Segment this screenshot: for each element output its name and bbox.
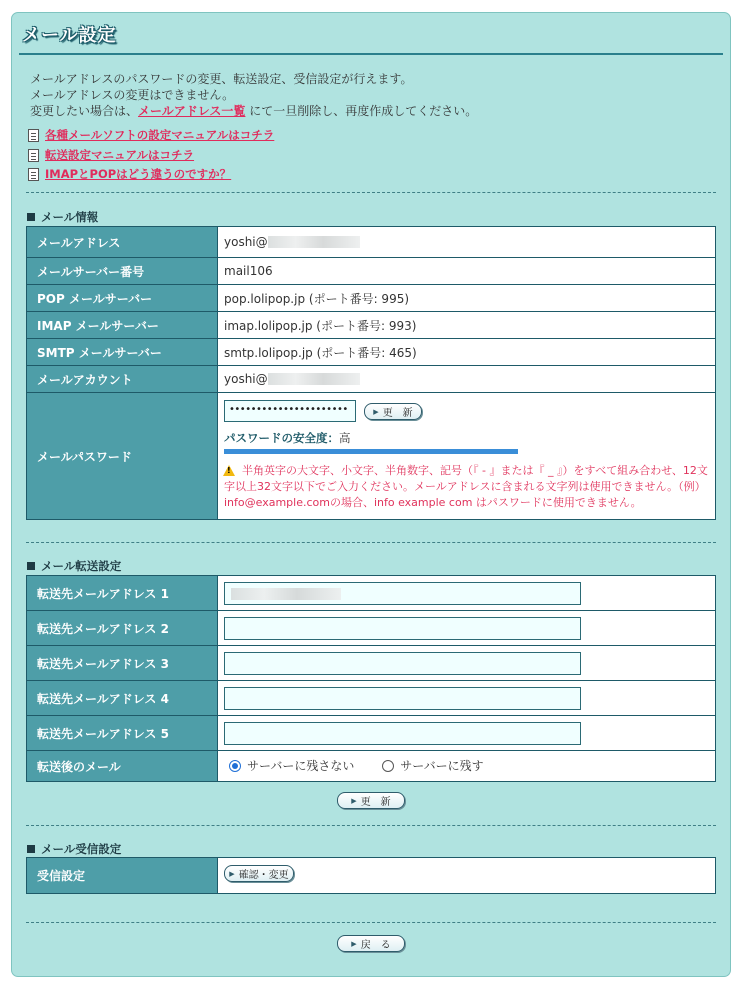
redacted-address	[231, 588, 341, 600]
forward-address-3-cell	[218, 646, 716, 681]
play-arrow-icon: ▶	[351, 939, 357, 948]
after-forward-options	[218, 751, 716, 782]
table-row	[27, 858, 716, 894]
forward-address-1-cell	[218, 576, 716, 611]
radio-empty-icon	[382, 760, 394, 772]
table-row	[27, 751, 716, 782]
section-divider	[26, 922, 716, 923]
intro-line-3	[30, 103, 477, 119]
forward-address-3-input[interactable]	[224, 652, 581, 675]
forward-address-4-cell	[218, 681, 716, 716]
mail-account-text: yoshi@	[224, 372, 268, 386]
square-bullet-icon	[27, 213, 35, 221]
table-row	[27, 681, 716, 716]
radio-keep[interactable]	[382, 757, 483, 774]
back-button[interactable]	[337, 935, 405, 952]
mail-info-heading	[27, 209, 98, 225]
password-input[interactable]: ••••••••••••••••••••••	[224, 400, 356, 422]
mail-account-label: メールアカウント	[27, 366, 218, 393]
table-row	[27, 576, 716, 611]
password-strength	[224, 430, 351, 446]
mail-address-list-link[interactable]: メールアドレス一覧	[138, 104, 246, 118]
table-row	[27, 646, 716, 681]
table-row	[27, 339, 716, 366]
imap-server-label: IMAP メールサーバー	[27, 312, 218, 339]
confirm-change-label: 確認・変更	[238, 870, 289, 881]
play-arrow-icon: ▶	[351, 796, 357, 805]
intro-line-3-post: にて一旦削除し、再度作成してください。	[245, 104, 478, 118]
intro-line-2: メールアドレスの変更はできません。	[30, 88, 235, 102]
forward-table	[26, 575, 716, 782]
receive-table	[26, 857, 716, 894]
radio-no-keep[interactable]	[229, 757, 354, 774]
forward-address-1-input[interactable]	[224, 582, 581, 605]
mail-server-number-value: mail106	[218, 258, 716, 285]
table-row	[27, 285, 716, 312]
password-update-label: 更 新	[382, 408, 413, 419]
forward-address-2-label: 転送先メールアドレス 2	[27, 611, 218, 646]
forward-address-2-input[interactable]	[224, 617, 581, 640]
document-icon	[28, 149, 39, 162]
document-icon	[28, 168, 39, 181]
receive-heading-text: メール受信設定	[41, 842, 122, 856]
mail-settings-panel	[11, 12, 731, 977]
mail-address-label: メールアドレス	[27, 227, 218, 258]
table-row	[27, 258, 716, 285]
confirm-change-button[interactable]	[224, 865, 294, 882]
pop-server-label: POP メールサーバー	[27, 285, 218, 312]
receive-setting-label: 受信設定	[27, 858, 218, 894]
table-row	[27, 366, 716, 393]
password-strength-bar	[224, 449, 518, 454]
play-arrow-icon: ▶	[229, 869, 235, 878]
forward-address-2-cell	[218, 611, 716, 646]
section-divider	[26, 192, 716, 193]
forward-update-label: 更 新	[360, 797, 391, 808]
strength-label-text: パスワードの安全度：	[224, 431, 339, 445]
receive-heading	[27, 841, 121, 857]
radio-selected-icon	[229, 760, 241, 772]
mail-account-value	[218, 366, 716, 393]
password-update-button[interactable]	[364, 403, 422, 420]
table-row	[27, 611, 716, 646]
mail-server-number-label: メールサーバー番号	[27, 258, 218, 285]
forward-address-4-input[interactable]	[224, 687, 581, 710]
forward-address-5-label: 転送先メールアドレス 5	[27, 716, 218, 751]
forward-address-3-label: 転送先メールアドレス 3	[27, 646, 218, 681]
forward-address-1-label: 転送先メールアドレス 1	[27, 576, 218, 611]
title-divider	[19, 53, 723, 55]
manual-link-item	[28, 127, 274, 143]
forward-update-button[interactable]	[337, 792, 405, 809]
password-rule-warning: 半角英字の大文字、小文字、半角数字、記号（『 - 』または『 _ 』）をすべて組み合わせ、12文字以上32文字以下でご入力ください。メールアドレスに含まれる文字列は使用できません。（例）info@example.comの場合、info example com はパスワードに使用できません。	[224, 464, 708, 509]
square-bullet-icon	[27, 845, 35, 853]
smtp-server-value: smtp.lolipop.jp (ポート番号: 465)	[218, 339, 716, 366]
section-divider	[26, 542, 716, 543]
redacted-domain	[268, 373, 360, 385]
pop-server-value: pop.lolipop.jp (ポート番号: 995)	[218, 285, 716, 312]
page-title: メール設定	[22, 25, 117, 46]
imap-pop-faq-link[interactable]: IMAPとPOPはどう違うのですか？	[45, 167, 232, 181]
forward-heading	[27, 558, 121, 574]
mail-address-value	[218, 227, 716, 258]
document-icon	[28, 129, 39, 142]
manual-link-item	[28, 166, 231, 182]
radio-keep-label: サーバーに残す	[400, 759, 484, 774]
forward-manual-link[interactable]: 転送設定マニュアルはコチラ	[45, 148, 195, 162]
radio-no-keep-label: サーバーに残さない	[247, 759, 355, 774]
back-label: 戻 る	[360, 940, 391, 951]
mail-address-text: yoshi@	[224, 235, 268, 249]
intro-line-1: メールアドレスのパスワードの変更、転送設定、受信設定が行えます。	[30, 72, 413, 86]
manual-link-item	[28, 147, 194, 163]
after-forward-label: 転送後のメール	[27, 751, 218, 782]
imap-server-value: imap.lolipop.jp (ポート番号: 993)	[218, 312, 716, 339]
table-row	[27, 227, 716, 258]
intro-line-3-pre: 変更したい場合は、	[30, 104, 139, 118]
forward-address-5-input[interactable]	[224, 722, 581, 745]
section-divider	[26, 825, 716, 826]
table-row	[27, 312, 716, 339]
table-row	[27, 716, 716, 751]
forward-address-4-label: 転送先メールアドレス 4	[27, 681, 218, 716]
play-arrow-icon: ▶	[373, 407, 379, 416]
forward-address-5-cell	[218, 716, 716, 751]
redacted-domain	[268, 236, 360, 248]
intro-text	[30, 71, 477, 119]
mail-password-label: メールパスワード	[27, 393, 218, 520]
forward-heading-text: メール転送設定	[41, 559, 122, 573]
square-bullet-icon	[27, 562, 35, 570]
smtp-server-label: SMTP メールサーバー	[27, 339, 218, 366]
mail-info-heading-text: メール情報	[41, 210, 99, 224]
strength-level-text: 高	[339, 431, 351, 445]
mail-software-manual-link[interactable]: 各種メールソフトの設定マニュアルはコチラ	[45, 128, 275, 142]
